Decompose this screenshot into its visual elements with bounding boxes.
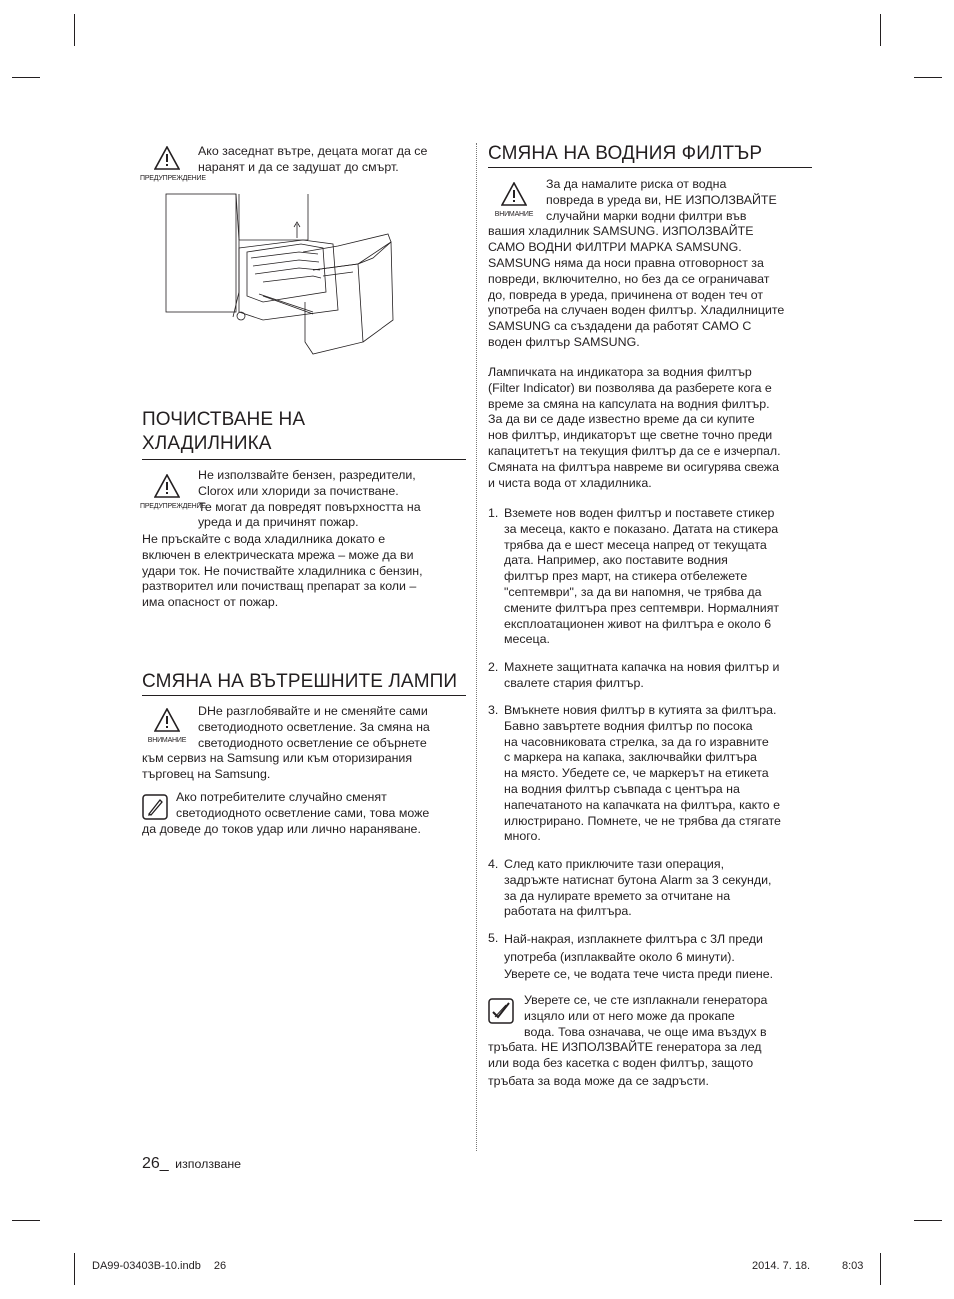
list-number: 5.: [488, 931, 499, 945]
page-number: 26_: [142, 1155, 169, 1172]
text-line: Вземете нов воден филтър и поставете стикер: [504, 506, 775, 520]
text-line: "септември", за да ви напомня, че трябва да: [504, 584, 762, 599]
file-name: DA99-03403B-10.indb: [92, 1260, 201, 1272]
page-footer: [142, 1155, 241, 1173]
heading-line: ПОЧИСТВАНЕ НА: [142, 409, 306, 430]
warning-label: ПРЕДУПРЕЖДЕНИЕ: [140, 175, 206, 182]
text-line: илюстрирано. Помнете, че не трябва да стягате: [504, 813, 781, 828]
text-line: на часовниковата стрелка, за да го изравните: [504, 734, 769, 749]
caution-label: ВНИМАНИЕ: [147, 737, 187, 744]
text-line: удари ток. Не почиствайте хладилника с бензин,: [142, 563, 423, 578]
text-line: Уверете се, че сте изплакнали генератора: [524, 993, 768, 1007]
text-line: за месеца, както е показано. Датата на стикера: [504, 521, 779, 536]
crop-mark: [12, 1220, 40, 1221]
text-line: до, повреда в уреда, причинена от воден теч от: [488, 287, 764, 302]
text-line: САМО ВОДНИ ФИЛТРИ МАРКА SAMSUNG.: [488, 240, 742, 255]
water-filter-intro: [488, 365, 818, 491]
warning-block: [140, 146, 206, 182]
list-item: [488, 857, 818, 923]
caution-label: ВНИМАНИЕ: [494, 211, 534, 218]
print-file-name: [92, 1260, 226, 1272]
text-line: към сервиз на Samsung или към оторизирания: [142, 751, 413, 766]
text-line: много.: [504, 829, 541, 844]
text-line: филтър през март, на стикера отбележете: [504, 569, 748, 584]
list-number: 4.: [488, 857, 499, 871]
text-line: на водния филтър съвпада с центъра на: [504, 781, 740, 796]
crop-mark: [74, 1253, 75, 1285]
text-line: трябва да е шест месеца напред от текущата: [504, 537, 767, 552]
section-name: използване: [175, 1157, 242, 1171]
list-item: [488, 703, 818, 848]
text-line: или вода без касетка с воден филтър, защото: [488, 1056, 754, 1071]
text-line: с маркера на капака, заключвайки филтъра: [504, 750, 757, 765]
list-item: [488, 931, 818, 983]
list-body: [504, 506, 814, 648]
section-heading-cleaning: [142, 408, 462, 456]
text-line: повреди, включително, но без да се ограничават: [488, 271, 770, 286]
text-line: търговец на Samsung.: [142, 767, 271, 782]
text-line: работата на филтъра.: [504, 904, 632, 919]
text-line: нов филтър, индикаторът ще светне точно преди: [488, 428, 773, 443]
heading-rule: [142, 459, 466, 460]
text-line: задръжте натиснат бутона Alarm за 3 секунди,: [504, 872, 772, 887]
text-line: SAMSUNG няма да носи правна отговорност за: [488, 255, 764, 270]
text-line: употреба (изплаквайте около 6 минути).: [504, 949, 735, 964]
text-line: Смяната на филтъра навреме ви осигурява свежа: [488, 459, 779, 474]
text-line: свалете стария филтър.: [504, 675, 644, 690]
text-line: Бавно завъртете водния филтър по посока: [504, 718, 753, 733]
text-line: След като приключите тази операция,: [504, 857, 725, 871]
warning-triangle-icon: [154, 146, 180, 170]
column-divider: [476, 143, 477, 1151]
text-line: За да намалите риска от водна: [546, 177, 727, 191]
text-line: Махнете защитната капачка на новия филтър и: [504, 660, 780, 674]
text-line: уреда и да причинят пожар.: [198, 515, 359, 530]
warning-text: Ако заседнат вътре, децата могат да се наранят и да се задушат до смърт.: [198, 144, 428, 174]
text-line: време за смяна на капсулата на водния филтър.: [488, 396, 770, 411]
print-time: 8:03: [842, 1260, 864, 1272]
text-line: Вмъкнете новия филтър в кутията за филтъра.: [504, 703, 777, 717]
water-filter-note-text: [488, 993, 818, 1090]
section-heading-lamps: СМЯНА НА ВЪТРЕШНИТЕ ЛАМПИ: [142, 671, 458, 692]
text-line: да доведе до токов удар или лично нараняване.: [142, 821, 421, 836]
list-body: [504, 931, 814, 984]
text-line: и чиста вода от хладилника.: [488, 475, 652, 490]
heading-rule: [142, 695, 466, 696]
text-line: За да ви се даде известно време да си купите: [488, 412, 755, 427]
list-body: [504, 857, 814, 920]
cleaning-warning-text: [198, 468, 468, 531]
cleaning-body-text: [142, 532, 472, 611]
text-line: Уверете се, че водата тече чиста преди пиене.: [504, 967, 774, 981]
heading-rule: [488, 167, 812, 168]
list-number: 3.: [488, 703, 499, 717]
text-line: светодиодното осветление сами, това може: [176, 805, 430, 820]
text-line: DНе разглобявайте и не сменяйте сами: [198, 704, 428, 718]
text-line: Не използвайте бензен, разредители,: [198, 468, 416, 482]
fridge-illustration: [163, 192, 395, 358]
text-line: на място. Убедете се, че маркерът на етикета: [504, 766, 769, 781]
text-line: SAMSUNG са създадени да работят САМО С: [488, 319, 752, 334]
list-number: 2.: [488, 660, 499, 674]
text-line: Те могат да повредят повърхността на: [198, 499, 421, 514]
list-item: [488, 660, 818, 694]
text-line: воден филтър SAMSUNG.: [488, 334, 640, 349]
crop-mark: [914, 77, 942, 78]
text-line: тръбата за вода може да се задръсти.: [488, 1073, 709, 1088]
text-line: за да нулирате времето за отчитане на: [504, 888, 731, 903]
print-date: 2014. 7. 18.: [752, 1260, 811, 1272]
text-line: Лампичката на индикатора за водния филтър: [488, 365, 752, 379]
text-line: Clorox или хлориди за почистване.: [198, 483, 399, 498]
list-number: 1.: [488, 506, 499, 520]
text-line: включен в електрическата мрежа – може да ви: [142, 547, 414, 562]
warning-block: [140, 474, 206, 510]
text-line: Не пръскайте с вода хладилника докато е: [142, 532, 386, 546]
text-line: капацитетът на текущия филтър да се е изчерпал.: [488, 443, 781, 458]
text-line: вашия хладилник SAMSUNG. ИЗПОЛЗВАЙТЕ: [488, 224, 754, 239]
text-line: повреда в уреда ви, НЕ ИЗПОЛЗВАЙТЕ: [546, 192, 777, 207]
crop-mark: [880, 1253, 881, 1285]
text-line: дата. Например, ако поставите водния: [504, 553, 728, 568]
list-body: [504, 660, 814, 692]
text-line: светодиодното осветление се обърнете: [198, 735, 427, 750]
warning-triangle-icon: [154, 474, 180, 498]
text-line: смените филтъра през септември. Нормалният: [504, 600, 780, 615]
heading-line: ХЛАДИЛНИКА: [142, 433, 272, 454]
section-heading-water-filter: СМЯНА НА ВОДНИЯ ФИЛТЪР: [488, 143, 763, 164]
warning-label: ПРЕДУПРЕЖДЕНИЕ: [140, 503, 206, 510]
text-line: случайни марки водни филтри във: [546, 208, 747, 223]
text-line: има опасност от пожар.: [142, 595, 279, 610]
file-page: 26: [213, 1260, 227, 1272]
crop-mark: [914, 1220, 942, 1221]
water-filter-caution-text: [488, 177, 818, 351]
text-line: месеца.: [504, 632, 550, 647]
text-line: Най-накрая, изплакнете филтъра с 3Л преди: [504, 932, 763, 946]
text-line: експлоатационен живот на филтъра е около 6: [504, 616, 772, 631]
text-line: напечатаното на капачката на филтъра, както е: [504, 797, 780, 812]
crop-mark: [12, 77, 40, 78]
crop-mark: [880, 14, 881, 46]
text-line: Ако потребителите случайно сменят: [176, 790, 387, 804]
list-body: [504, 703, 814, 845]
lamps-note-text: [142, 790, 472, 837]
crop-mark: [74, 14, 75, 46]
text-line: (Filter Indicator) ви позволява да разберете кога е: [488, 380, 772, 395]
text-line: употреба на случаен воден филтър. Хладилниците: [488, 303, 785, 318]
text-line: светодиодното осветление. За смяна на: [198, 719, 430, 734]
text-line: изцяло или от него може да прокапе: [524, 1008, 735, 1023]
text-line: тръбата. НЕ ИЗПОЛЗВАЙТЕ генератора за лед: [488, 1040, 762, 1055]
lamps-caution-text: [142, 704, 472, 783]
text-line: разтворител или почистващ препарат за коли –: [142, 579, 417, 594]
text-line: вода. Това означава, че още има въздух в: [524, 1024, 767, 1039]
list-item: [488, 506, 818, 651]
